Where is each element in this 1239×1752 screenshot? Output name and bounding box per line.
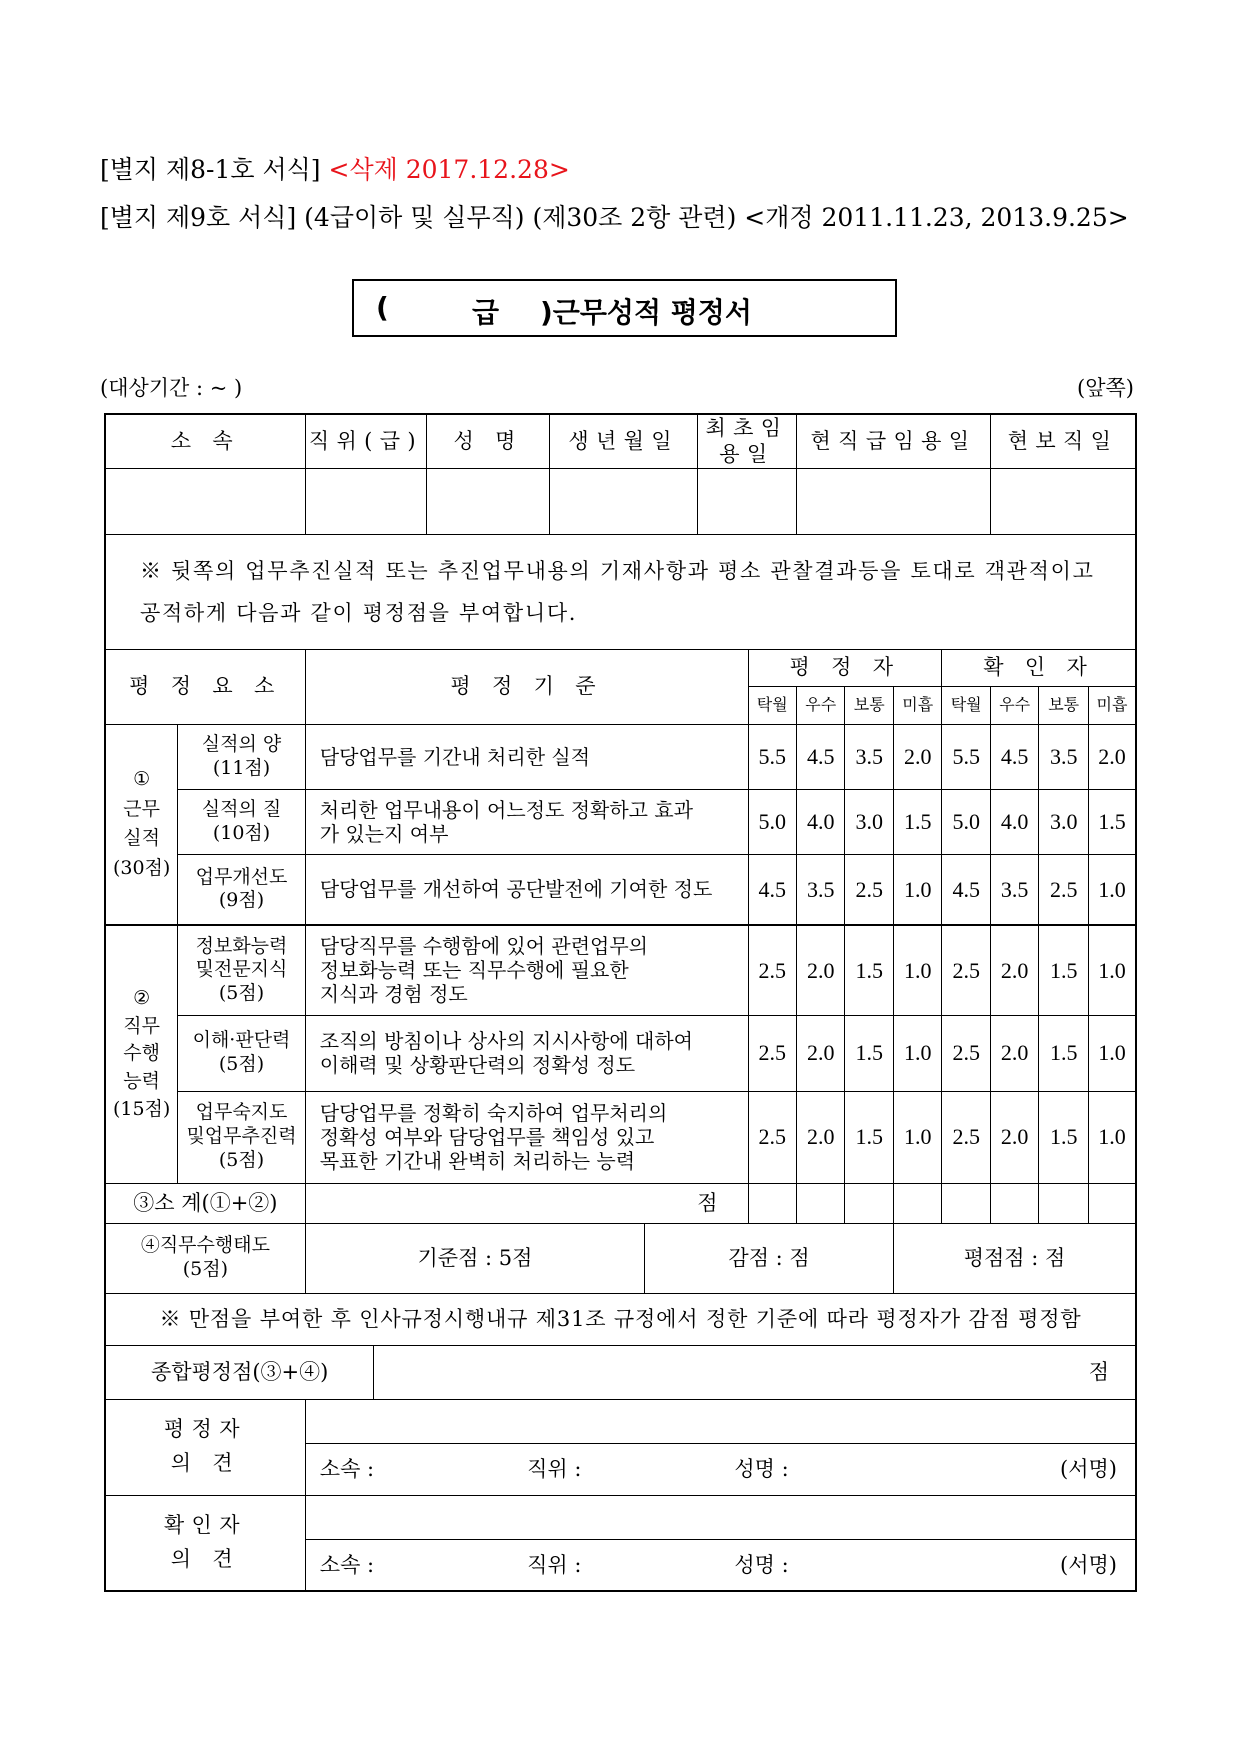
confirmer-opinion-label: 확인자 의 견 [105,1495,305,1591]
eval-row [105,854,1136,925]
subtotal-label: ③소 계(①+②) [105,1183,305,1223]
title-open-paren: ( [376,291,389,324]
score-cell[interactable]: 1.5 [1039,1091,1089,1183]
eval-row [105,1091,1136,1183]
item-name: 이해·판단력 (5점) [178,1015,306,1091]
score-cell[interactable]: 1.5 [1088,789,1136,854]
confirmer-grade-good: 우수 [990,686,1038,724]
item-name: 업무개선도 (9점) [178,854,306,925]
subtotal-cell[interactable] [796,1183,844,1223]
criteria-header: 평 정 기 준 [305,649,748,724]
score-cell[interactable]: 2.5 [748,925,796,1015]
confirmer-opinion-field[interactable] [305,1495,1136,1539]
col-affiliation: 소 속 [105,414,305,468]
evaluation-table [104,413,1137,1592]
score-cell[interactable]: 2.5 [942,925,991,1015]
score-cell[interactable]: 3.5 [990,854,1038,925]
eval-row [105,1015,1136,1091]
score-cell[interactable]: 4.0 [990,789,1038,854]
total-label: 종합평정점(③+④) [105,1345,374,1399]
form-header: [별지 제9호 서식] (4급이하 및 실무직) (제30조 2항 관련) <개정 2011.11.23, 2013.9.25> [100,203,1129,232]
attitude-deduction[interactable]: 감점 : 점 [645,1223,894,1293]
confirmer-header: 확 인 자 [942,649,1136,686]
item-criteria: 담당업무를 정확히 숙지하여 업무처리의 정확성 여부와 담당업무를 책임성 있고 목표한 기간내 완벽히 처리하는 능력 [305,1091,748,1183]
col-name: 성 명 [427,414,550,468]
rater-grade-good: 우수 [796,686,844,724]
col-position: 직위(급) [305,414,426,468]
score-cell[interactable]: 2.0 [1088,724,1136,789]
score-cell[interactable]: 1.0 [1088,854,1136,925]
rater-grade-poor: 미흡 [893,686,941,724]
subtotal-cell[interactable] [942,1183,991,1223]
rater-grade-excellent: 탁월 [748,686,796,724]
current-post-field[interactable] [990,468,1136,534]
sig-name: 성명 : [734,1456,789,1481]
score-cell[interactable]: 3.5 [845,724,893,789]
col-birthdate: 생년월일 [550,414,698,468]
info-header-row [105,414,1136,468]
score-cell[interactable]: 2.5 [1039,854,1089,925]
grade-date-field[interactable] [796,468,990,534]
factor-header: 평 정 요 소 [105,649,305,724]
eval-row [105,724,1136,789]
group-performance: ① 근무 실적 (30점) [105,724,178,925]
score-cell[interactable]: 2.5 [942,1015,991,1091]
subtotal-unit: 점 [305,1183,748,1223]
score-cell[interactable]: 1.0 [893,1091,941,1183]
confirmer-grade-poor: 미흡 [1088,686,1136,724]
item-criteria: 담당업무를 개선하여 공단발전에 기여한 정도 [305,854,748,925]
score-cell[interactable]: 1.0 [893,1015,941,1091]
score-cell[interactable]: 2.0 [990,1015,1038,1091]
score-cell[interactable]: 3.5 [796,854,844,925]
eval-row [105,925,1136,1015]
score-cell[interactable]: 2.0 [990,1091,1038,1183]
item-name: 실적의 질 (10점) [178,789,306,854]
score-cell[interactable]: 2.0 [893,724,941,789]
col-grade-date: 현직급임용일 [796,414,990,468]
col-first-hire: 최초임용일 [697,414,796,468]
confirmer-grade-average: 보통 [1039,686,1089,724]
rater-header: 평 정 자 [748,649,942,686]
sig-sign: (서명) [1060,1552,1117,1577]
score-cell[interactable]: 1.0 [893,854,941,925]
score-cell[interactable]: 4.0 [796,789,844,854]
score-cell[interactable]: 1.5 [893,789,941,854]
score-cell[interactable]: 1.0 [1088,1015,1136,1091]
subtotal-cell[interactable] [1088,1183,1136,1223]
attitude-label: ④직무수행태도 (5점) [105,1223,305,1293]
deletion-note: <삭제 2017.12.28> [328,155,570,184]
score-cell[interactable]: 2.0 [796,925,844,1015]
score-cell[interactable]: 2.5 [748,1091,796,1183]
score-cell[interactable]: 1.5 [1039,1015,1089,1091]
score-cell[interactable]: 4.5 [796,724,844,789]
subtotal-cell[interactable] [1039,1183,1089,1223]
attitude-final-score[interactable]: 평점점 : 점 [893,1223,1136,1293]
score-cell[interactable]: 5.5 [748,724,796,789]
item-criteria: 조직의 방침이나 상사의 지시사항에 대하여 이해력 및 상황판단력의 정확성 정도 [305,1015,748,1091]
score-cell[interactable]: 3.0 [1039,789,1089,854]
group-competence: ② 직무 수행 능력 (15점) [105,925,178,1183]
evaluation-period: (대상기간 : ~ ) [100,376,243,400]
total-score-field[interactable]: 점 [374,1345,1136,1399]
deduction-notice: ※ 만점을 부여한 후 인사규정시행내규 제31조 규정에서 정한 기준에 따라 평정자가 감점 평정함 [105,1293,1136,1345]
score-cell[interactable]: 2.5 [845,854,893,925]
col-current-post: 현보직일 [990,414,1136,468]
score-cell[interactable]: 4.5 [990,724,1038,789]
subtotal-cell[interactable] [748,1183,796,1223]
rater-opinion-label: 평정자 의 견 [105,1399,305,1495]
score-cell[interactable]: 1.5 [845,1015,893,1091]
sig-position: 직위 : [527,1456,582,1481]
subtotal-cell[interactable] [893,1183,941,1223]
rater-grade-average: 보통 [845,686,893,724]
position-field[interactable] [305,468,426,534]
attitude-base-score: 기준점 : 5점 [305,1223,644,1293]
score-cell[interactable]: 1.5 [845,1091,893,1183]
page-side: (앞쪽) [1077,376,1134,400]
sig-affiliation: 소속 : [319,1456,375,1481]
name-field[interactable] [427,468,550,534]
affiliation-field[interactable] [105,468,305,534]
subtotal-cell[interactable] [845,1183,893,1223]
item-criteria: 담당업무를 기간내 처리한 실적 [305,724,748,789]
title-text: )근무성적 평정서 [540,296,752,329]
score-cell[interactable]: 4.5 [748,854,796,925]
subtotal-cell[interactable] [990,1183,1038,1223]
item-name: 실적의 양 (11점) [178,724,306,789]
score-cell[interactable]: 4.5 [942,854,991,925]
info-input-row [105,468,1136,534]
score-cell[interactable]: 5.0 [748,789,796,854]
evaluation-notice: ※ 뒷쪽의 업무추진실적 또는 추진업무내용의 기재사항과 평소 관찰결과등을 토대로 객관적이고 공적하게 다음과 같이 평정점을 부여합니다. [105,534,1136,649]
form-header-deleted [100,150,570,186]
item-criteria: 처리한 업무내용이 어느정도 정확하고 효과 가 있는지 여부 [305,789,748,854]
score-cell[interactable]: 2.5 [942,1091,991,1183]
score-cell[interactable]: 1.0 [1088,1091,1136,1183]
sig-position: 직위 : [527,1552,582,1577]
score-cell[interactable]: 2.0 [796,1015,844,1091]
score-cell[interactable]: 3.5 [1039,724,1089,789]
sig-name: 성명 : [734,1552,789,1577]
score-cell[interactable]: 2.5 [748,1015,796,1091]
confirmer-grade-excellent: 탁월 [942,686,991,724]
rater-signature-line[interactable] [305,1443,1136,1495]
first-hire-field[interactable] [697,468,796,534]
item-name: 정보화능력 및전문지식 (5점) [178,925,306,1015]
birthdate-field[interactable] [550,468,698,534]
form-number-8-1: [별지 제8-1호 서식] [100,155,329,184]
score-cell[interactable]: 2.0 [796,1091,844,1183]
eval-row [105,789,1136,854]
item-name: 업무숙지도 및업무추진력 (5점) [178,1091,306,1183]
score-cell[interactable]: 1.0 [1088,925,1136,1015]
item-criteria: 담당직무를 수행함에 있어 관련업무의 정보화능력 또는 직무수행에 필요한 지식과 경험 정도 [305,925,748,1015]
form-title [352,279,897,337]
score-cell[interactable]: 5.5 [942,724,991,789]
score-cell[interactable]: 1.5 [845,925,893,1015]
score-cell[interactable]: 1.0 [893,925,941,1015]
score-cell[interactable]: 1.5 [1039,925,1089,1015]
score-cell[interactable]: 5.0 [942,789,991,854]
rater-opinion-field[interactable] [305,1399,1136,1443]
sig-sign: (서명) [1060,1456,1117,1481]
score-cell[interactable]: 2.0 [990,925,1038,1015]
score-cell[interactable]: 3.0 [845,789,893,854]
confirmer-signature-line[interactable] [305,1539,1136,1591]
title-grade: 급 [472,296,500,329]
sig-affiliation: 소속 : [319,1552,375,1577]
